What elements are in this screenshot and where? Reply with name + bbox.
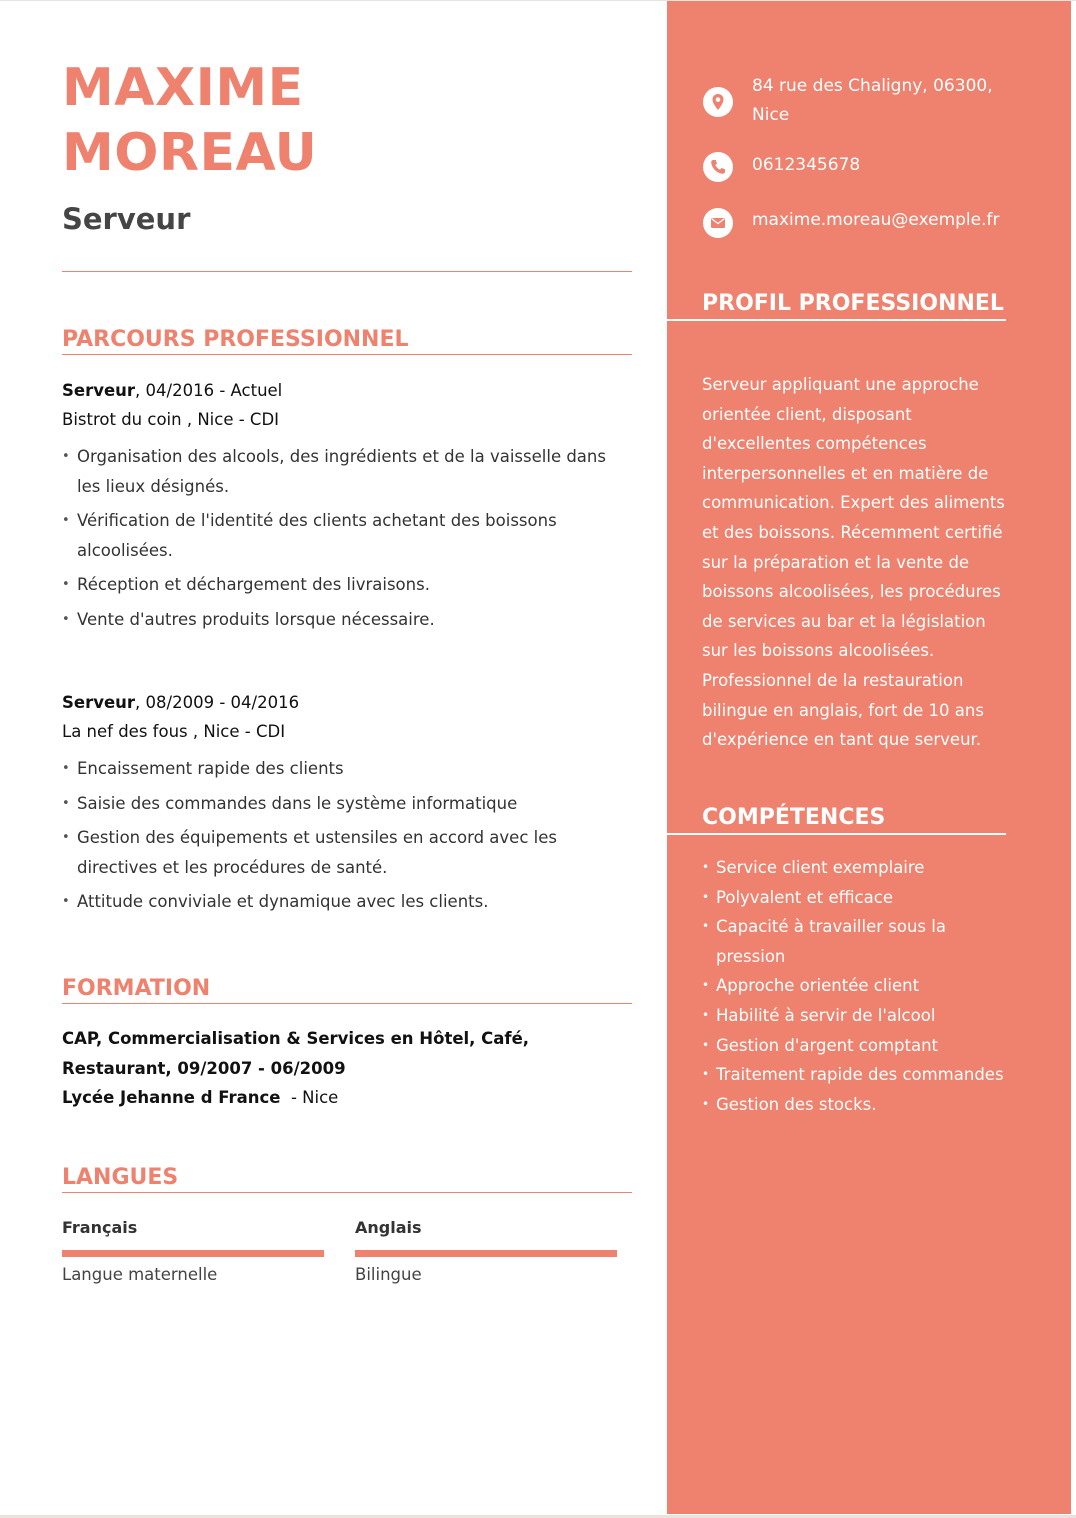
education-section-title: FORMATION: [62, 975, 632, 1004]
skill-item: • Polyvalent et efficace: [702, 883, 1012, 913]
experience-bullet: • Réception et déchargement des livraisons.: [62, 570, 632, 600]
experience-bullet: • Vente d'autres produits lorsque nécessaire.: [62, 605, 632, 635]
experience-entry: [62, 376, 632, 639]
experience-bullets: [62, 442, 632, 634]
phone-text: 0612345678: [752, 155, 861, 175]
language-item: [355, 1215, 617, 1288]
education-location: - Nice: [280, 1088, 339, 1107]
job-title: Serveur: [62, 202, 191, 236]
experience-company-line: [62, 717, 632, 746]
experience-dates: , 08/2009 - 04/2016: [135, 693, 300, 712]
experience-bullet: • Vérification de l'identité des clients achetant des boissons alcoolisées.: [62, 506, 632, 565]
experience-bullet: • Gestion des équipements et ustensiles en accord avec les directives et les procédures de santé.: [62, 823, 632, 882]
language-name: Anglais: [355, 1218, 422, 1237]
experience-bullet: • Encaissement rapide des clients: [62, 754, 632, 784]
experience-bullet: • Saisie des commandes dans le système informatique: [62, 789, 632, 819]
language-level: Bilingue: [355, 1265, 422, 1284]
experience-section-title: PARCOURS PROFESSIONNEL: [62, 326, 632, 355]
last-name: MOREAU: [62, 123, 318, 183]
header-divider: [62, 271, 632, 272]
skill-item: • Capacité à travailler sous la pression: [702, 912, 1012, 971]
skill-item: • Approche orientée client: [702, 971, 1012, 1001]
candidate-name: [62, 56, 317, 186]
experience-role-line: [62, 688, 632, 717]
experience-bullets: [62, 754, 632, 917]
experience-dates: , 04/2016 - Actuel: [135, 381, 283, 400]
experience-role: Serveur: [62, 693, 136, 712]
experience-bullet: • Attitude conviviale et dynamique avec les clients.: [62, 887, 632, 917]
email-icon: [703, 208, 733, 238]
language-level-bar: [62, 1250, 324, 1257]
experience-location: , Nice - CDI: [187, 722, 286, 741]
phone-icon: [703, 152, 733, 182]
skill-item: • Habilité à servir de l'alcool: [702, 1001, 1012, 1031]
education-entry: [62, 1024, 602, 1113]
experience-company: Bistrot du coin: [62, 410, 182, 429]
email-text: maxime.moreau@exemple.fr: [752, 210, 1000, 230]
skills-list: [702, 853, 1012, 1119]
first-name: MAXIME: [62, 58, 304, 118]
education-school: Lycée Jehanne d France: [62, 1088, 281, 1107]
skill-item: • Traitement rapide des commandes: [702, 1060, 1012, 1090]
skill-item: • Gestion des stocks.: [702, 1090, 1012, 1120]
sidebar: [667, 1, 1071, 1514]
experience-role: Serveur: [62, 381, 136, 400]
address-text: 84 rue des Chaligny, 06300, Nice: [752, 76, 993, 125]
experience-bullet: • Organisation des alcools, des ingrédients et de la vaisselle dans les lieux désignés.: [62, 442, 632, 501]
experience-role-line: [62, 376, 632, 405]
languages-section-title: LANGUES: [62, 1164, 632, 1193]
language-name: Français: [62, 1218, 138, 1237]
experience-location: , Nice - CDI: [181, 410, 280, 429]
experience-entry: [62, 688, 632, 922]
education-school-line: [62, 1083, 602, 1113]
profile-section-title: PROFIL PROFESSIONNEL: [667, 289, 1006, 321]
language-level-bar: [355, 1250, 617, 1257]
skill-item: • Gestion d'argent comptant: [702, 1031, 1012, 1061]
location-pin-icon: [703, 87, 733, 117]
experience-company-line: [62, 405, 632, 434]
language-level: Langue maternelle: [62, 1265, 218, 1284]
education-degree: CAP, Commercialisation & Services en Hôtel, Café, Restaurant, 09/2007 - 06/2009: [62, 1029, 530, 1078]
language-item: [62, 1215, 324, 1288]
experience-company: La nef des fous: [62, 722, 188, 741]
skill-item: • Service client exemplaire: [702, 853, 1012, 883]
skills-section-title: COMPÉTENCES: [667, 803, 1006, 835]
profile-text: Serveur appliquant une approche orientée client, disposant d'excellentes compétences interpersonnelles et en matière de communication. Expert des aliments et des boissons. Récemment certifié sur la préparation et la vente de boissons alcoolisées, les procédures de services au bar et la législation sur les boissons alcoolisées. Professionnel de la restauration bilingue en anglais, fort de 10 ans d'expérience en tant que serveur.: [702, 375, 1005, 750]
